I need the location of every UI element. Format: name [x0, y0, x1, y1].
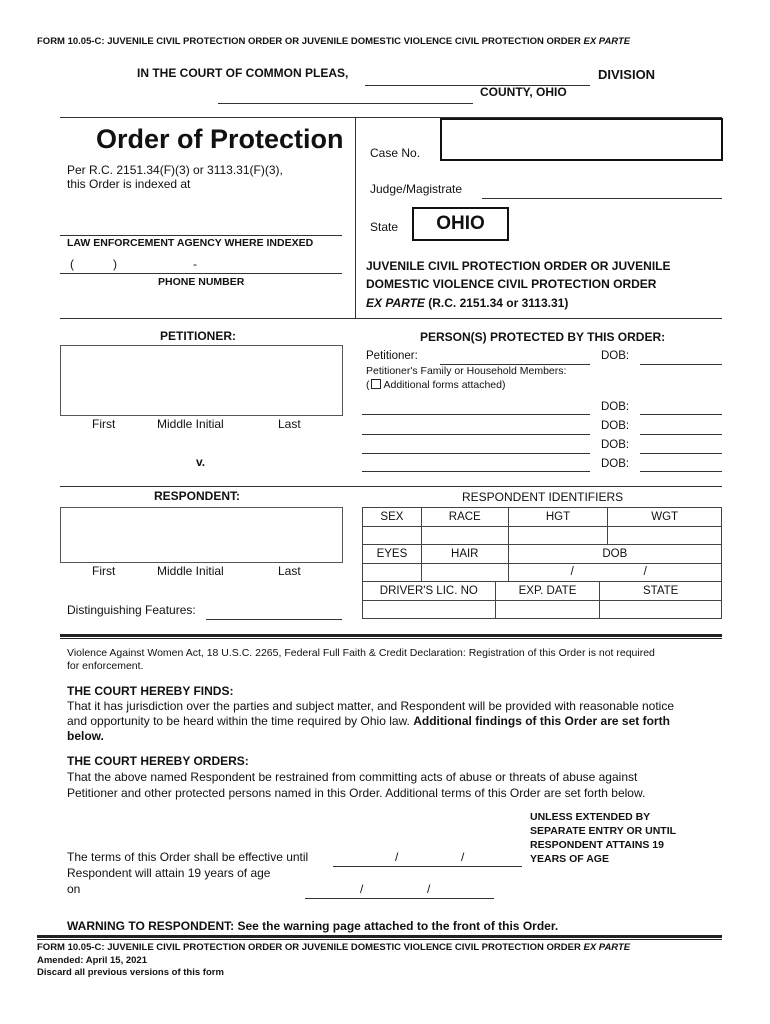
dob-label: DOB:: [601, 350, 630, 362]
phone-open: (: [70, 257, 74, 271]
first-label: First: [92, 564, 116, 578]
effective-date-input[interactable]: [333, 866, 522, 867]
footer-title-text: FORM 10.05-C: JUVENILE CIVIL PROTECTION ORDER OR JUVENILE DOMESTIC VIOLENCE CIVIL PROTECTION ORDER: [37, 942, 581, 953]
finds-bold-text: Additional findings of this Order are set forth: [413, 714, 670, 728]
identifiers-heading: RESPONDENT IDENTIFIERS: [462, 490, 624, 504]
dob-header: DOB: [508, 545, 721, 564]
state-value: OHIO: [412, 207, 509, 241]
petitioner-heading: PETITIONER:: [160, 329, 237, 343]
unless-text-2: SEPARATE ENTRY OR UNTIL: [530, 825, 677, 837]
date-sep: /: [427, 882, 431, 896]
state-label: State: [370, 220, 399, 234]
sex-header: SEX: [363, 508, 422, 527]
respondent-heading: RESPONDENT:: [154, 489, 241, 503]
last-label: Last: [278, 417, 301, 431]
identifiers-table: [362, 507, 722, 582]
versus-label: v.: [196, 455, 206, 469]
hair-header: HAIR: [421, 545, 508, 564]
age-date-input[interactable]: [305, 898, 494, 899]
unless-text-1: UNLESS EXTENDED BY: [530, 811, 651, 823]
dob-label: DOB:: [601, 458, 630, 470]
race-header: RACE: [421, 508, 508, 527]
county-field[interactable]: [218, 103, 473, 104]
eyes-header: EYES: [363, 545, 422, 564]
member-name-input[interactable]: [362, 414, 590, 415]
member-dob-input[interactable]: [640, 414, 722, 415]
order-title-3: [366, 297, 568, 311]
phone-label: PHONE NUMBER: [158, 276, 245, 288]
index-text-1: Per R.C. 2151.34(F)(3) or 3113.31(F)(3),: [67, 163, 283, 177]
agency-label: LAW ENFORCEMENT AGENCY WHERE INDEXED: [67, 237, 314, 249]
form-header-ex-parte: EX PARTE: [583, 36, 631, 47]
race-input[interactable]: [421, 526, 508, 545]
case-no-label: Case No.: [370, 146, 421, 160]
respondent-name-field[interactable]: [60, 507, 343, 563]
case-no-field[interactable]: [440, 118, 723, 161]
warning-text: WARNING TO RESPONDENT: See the warning page attached to the front of this Order.: [67, 919, 559, 933]
order-title-2: DOMESTIC VIOLENCE CIVIL PROTECTION ORDER: [366, 277, 657, 291]
terms-text-2: Respondent will attain 19 years of age: [67, 866, 271, 880]
license-state-input[interactable]: [600, 600, 722, 619]
hgt-input[interactable]: [508, 526, 608, 545]
dob-input[interactable]: [508, 563, 721, 582]
date-sep: /: [360, 882, 364, 896]
phone-close: ): [113, 257, 117, 271]
petitioner-name-field[interactable]: [60, 345, 343, 416]
orders-heading: THE COURT HEREBY ORDERS:: [67, 754, 249, 768]
footer-amended: Amended: April 15, 2021: [37, 955, 147, 966]
member-dob-input[interactable]: [640, 434, 722, 435]
member-name-input[interactable]: [362, 471, 590, 472]
judge-field[interactable]: [482, 198, 722, 199]
agency-field[interactable]: [60, 235, 342, 236]
order-title-1: JUVENILE CIVIL PROTECTION ORDER OR JUVENILE: [366, 259, 671, 273]
license-input[interactable]: [363, 600, 496, 619]
petitioner-dob-input[interactable]: [640, 364, 722, 365]
last-label: Last: [278, 564, 301, 578]
form-header: [37, 37, 630, 48]
license-table: [362, 581, 722, 619]
phone-field[interactable]: [60, 273, 342, 274]
sex-input[interactable]: [363, 526, 422, 545]
additional-forms-checkbox[interactable]: [371, 379, 381, 389]
dob-label: DOB:: [601, 401, 630, 413]
vawa-text-2: for enforcement.: [67, 660, 144, 672]
wgt-header: WGT: [608, 508, 722, 527]
date-sep: /: [395, 850, 399, 864]
rc-label: (R.C. 2151.34 or 3113.31): [424, 296, 569, 310]
finds-heading: THE COURT HEREBY FINDS:: [67, 684, 234, 698]
first-label: First: [92, 417, 116, 431]
footer-divider: [37, 935, 722, 940]
terms-text-1: The terms of this Order shall be effective until: [67, 850, 309, 864]
dob-sep: /: [643, 565, 647, 578]
dob-sep: /: [570, 565, 574, 578]
judge-label: Judge/Magistrate: [370, 182, 463, 196]
eyes-input[interactable]: [363, 563, 422, 582]
state-header: STATE: [600, 582, 722, 601]
middle-label: Middle Initial: [157, 417, 224, 431]
county-label: COUNTY, OHIO: [480, 85, 567, 99]
hgt-header: HGT: [508, 508, 608, 527]
finds-text: and opportunity to be heard within the time required by Ohio law.: [67, 714, 414, 728]
exp-date-header: EXP. DATE: [495, 582, 600, 601]
vawa-text: Violence Against Women Act, 18 U.S.C. 2265, Federal Full Faith & Credit Declaration: Registration of this Order is not required: [67, 647, 655, 659]
divider: [355, 117, 356, 318]
distinguishing-label: Distinguishing Features:: [67, 603, 196, 617]
additional-forms: [366, 379, 505, 391]
unless-text-3: RESPONDENT ATTAINS 19: [530, 839, 664, 851]
footer-title: [37, 943, 630, 954]
divider: [60, 318, 722, 319]
wgt-input[interactable]: [608, 526, 722, 545]
ex-parte-label: EX PARTE: [366, 296, 425, 310]
terms-text-3: on: [67, 882, 81, 896]
footer-discard: Discard all previous versions of this form: [37, 967, 224, 978]
form-header-title: FORM 10.05-C: JUVENILE CIVIL PROTECTION ORDER OR JUVENILE DOMESTIC VIOLENCE CIVIL PROTECTION ORDER: [37, 36, 581, 47]
paren: (: [366, 379, 370, 391]
footer-ex-parte: EX PARTE: [583, 942, 631, 953]
additional-forms-label: Additional forms attached): [383, 379, 506, 391]
dob-label: DOB:: [601, 439, 630, 451]
family-label: Petitioner's Family or Household Members:: [366, 365, 567, 377]
orders-text-1: That the above named Respondent be restrained from committing acts of abuse or threats of abuse against: [67, 770, 638, 784]
section-divider: [60, 634, 722, 639]
hair-input[interactable]: [421, 563, 508, 582]
finds-text-2: [67, 715, 670, 729]
protected-heading: PERSON(S) PROTECTED BY THIS ORDER:: [420, 330, 666, 344]
finds-text-3: below.: [67, 729, 104, 743]
court-label: IN THE COURT OF COMMON PLEAS,: [137, 66, 349, 80]
member-name-input[interactable]: [362, 434, 590, 435]
distinguishing-input[interactable]: [206, 619, 342, 620]
finds-text-1: That it has jurisdiction over the parties and subject matter, and Respondent will be provided with reasonable notice: [67, 699, 675, 713]
petitioner-label: Petitioner:: [366, 350, 418, 362]
license-header: DRIVER'S LIC. NO: [363, 582, 496, 601]
page-title: Order of Protection: [96, 124, 344, 154]
divider: [60, 486, 722, 487]
division-label: DIVISION: [598, 67, 656, 82]
phone-dash: -: [193, 257, 197, 271]
middle-label: Middle Initial: [157, 564, 224, 578]
dob-label: DOB:: [601, 420, 630, 432]
unless-text-4: YEARS OF AGE: [530, 853, 609, 865]
orders-text-2: Petitioner and other protected persons named in this Order. Additional terms of this Order are set forth below.: [67, 786, 646, 800]
index-text-2: this Order is indexed at: [67, 177, 191, 191]
member-name-input[interactable]: [362, 453, 590, 454]
member-dob-input[interactable]: [640, 471, 722, 472]
member-dob-input[interactable]: [640, 453, 722, 454]
exp-date-input[interactable]: [495, 600, 600, 619]
date-sep: /: [461, 850, 465, 864]
